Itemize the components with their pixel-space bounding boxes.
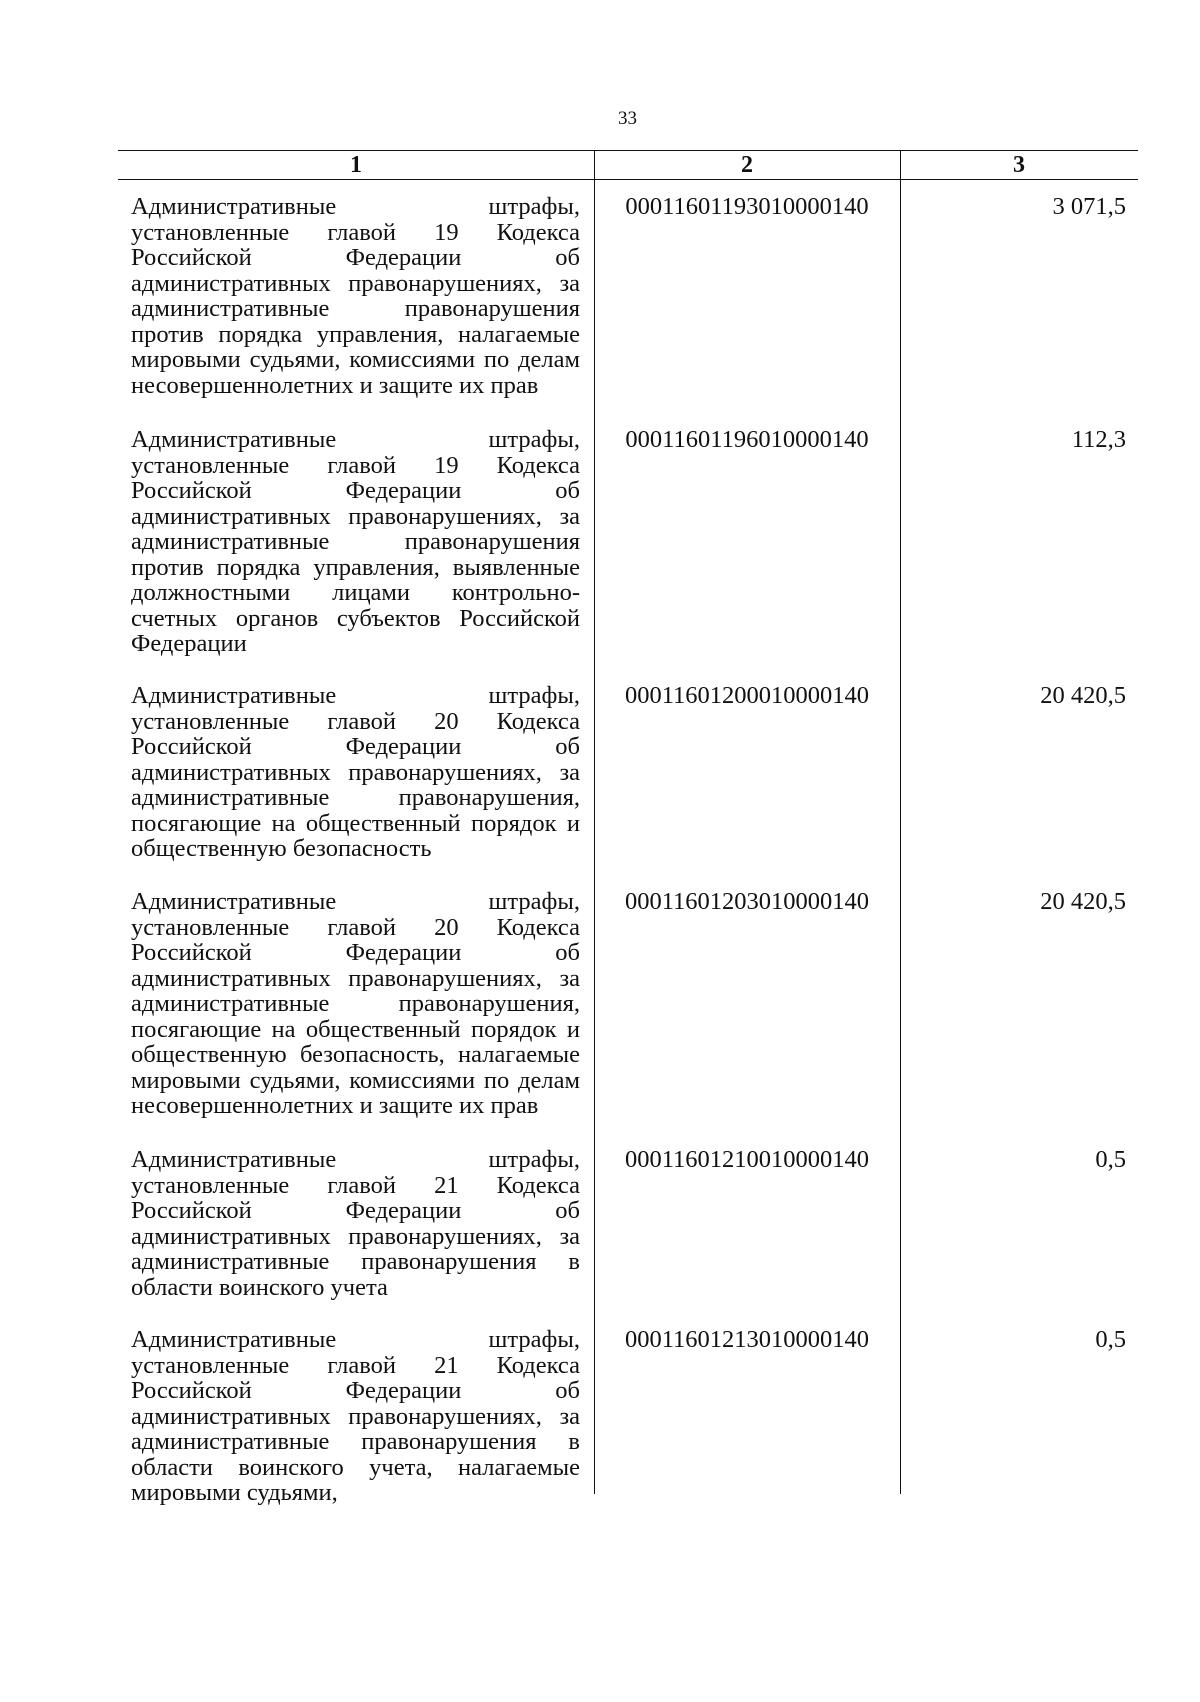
- row-value: 20 420,5: [1040, 888, 1126, 915]
- row-code: 00011601213010000140: [624, 1326, 870, 1353]
- row-description: Административные штрафы, установленные главой 20 Кодекса Российской Федерации об административных правонарушениях, за административные правонарушения, посягающие на общественный порядок и общественную безопасность, налагаемые мировыми судьями, комиссиями по делам несовершеннолетних и защите их прав: [131, 888, 580, 1119]
- row-value: 0,5: [1095, 1326, 1126, 1353]
- row-description: Административные штрафы, установленные главой 21 Кодекса Российской Федерации об административных правонарушениях, за административные правонарушения в области воинского учета, налагаемые мировыми судьями,: [131, 1326, 580, 1506]
- column-header-1: 1: [350, 152, 362, 178]
- column-divider-2: [900, 150, 901, 1494]
- revenue-table: [118, 150, 1138, 1506]
- row-description: Административные штрафы, установленные главой 20 Кодекса Российской Федерации об административных правонарушениях, за административные правонарушения, посягающие на общественный порядок и общественную безопасность: [131, 682, 580, 862]
- row-value: 20 420,5: [1040, 682, 1126, 709]
- table-header-rule: [118, 179, 1138, 180]
- row-value: 0,5: [1095, 1146, 1126, 1173]
- row-value: 3 071,5: [1052, 193, 1126, 220]
- row-code: 00011601193010000140: [625, 193, 869, 220]
- row-code: 00011601210010000140: [624, 1146, 870, 1173]
- row-code: 00011601200010000140: [624, 682, 870, 709]
- row-code: 00011601196010000140: [625, 426, 869, 453]
- page-number: 33: [618, 108, 637, 129]
- column-header-2: 2: [741, 152, 753, 178]
- column-header-3: 3: [1013, 152, 1025, 178]
- row-value: 112,3: [1071, 426, 1126, 453]
- row-code: 00011601203010000140: [624, 888, 870, 915]
- row-description: Административные штрафы, установленные главой 19 Кодекса Российской Федерации об административных правонарушениях, за административные правонарушения против порядка управления, налагаемые мировыми судьями, комиссиями по делам несовершеннолетних и защите их прав: [131, 193, 580, 399]
- column-divider-1: [594, 150, 595, 1494]
- row-description: Административные штрафы, установленные главой 19 Кодекса Российской Федерации об административных правонарушениях, за административные правонарушения против порядка управления, выявленные должностными лицами контрольно-счетных органов субъектов Российской Федерации: [131, 426, 580, 657]
- row-description: Административные штрафы, установленные главой 21 Кодекса Российской Федерации об административных правонарушениях, за административные правонарушения в области воинского учета: [131, 1146, 580, 1301]
